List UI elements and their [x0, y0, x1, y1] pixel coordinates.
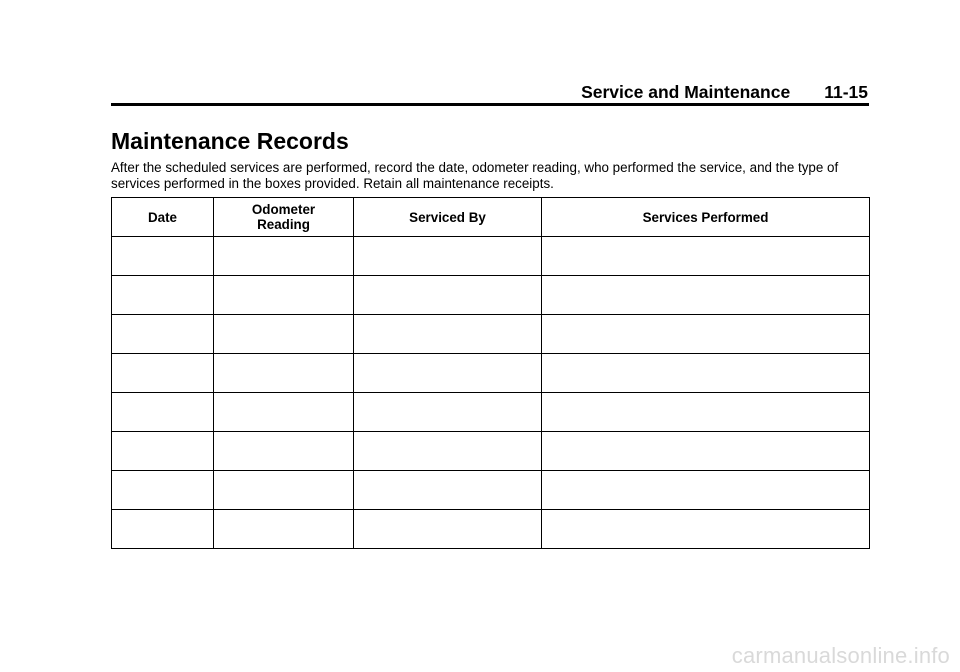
table-row	[112, 315, 870, 354]
serviced-by-cell	[354, 471, 542, 510]
column-header-date: Date	[112, 198, 214, 237]
serviced-by-cell	[354, 354, 542, 393]
page-number: 11-15	[824, 82, 868, 102]
header-rule	[111, 103, 869, 106]
odometer-cell	[214, 354, 354, 393]
serviced-by-cell	[354, 237, 542, 276]
date-cell	[112, 432, 214, 471]
odometer-cell	[214, 432, 354, 471]
serviced-by-cell	[354, 432, 542, 471]
services-performed-cell	[542, 315, 870, 354]
services-performed-cell	[542, 471, 870, 510]
maintenance-records-table	[111, 197, 870, 549]
table-header-row	[112, 198, 870, 237]
column-header-services-performed: Services Performed	[542, 198, 870, 237]
date-cell	[112, 276, 214, 315]
date-cell	[112, 237, 214, 276]
watermark-text: carmanualsonline.info	[731, 643, 950, 668]
serviced-by-cell	[354, 510, 542, 549]
services-performed-cell	[542, 432, 870, 471]
table-row	[112, 276, 870, 315]
serviced-by-cell	[354, 393, 542, 432]
services-performed-cell	[542, 510, 870, 549]
date-cell	[112, 471, 214, 510]
odometer-cell	[214, 315, 354, 354]
date-cell	[112, 393, 214, 432]
services-performed-cell	[542, 237, 870, 276]
services-performed-cell	[542, 276, 870, 315]
services-performed-cell	[542, 354, 870, 393]
table-row	[112, 432, 870, 471]
table-row	[112, 354, 870, 393]
table-row	[112, 510, 870, 549]
table-row	[112, 471, 870, 510]
column-header-serviced-by: Serviced By	[354, 198, 542, 237]
odometer-cell	[214, 510, 354, 549]
column-header-odometer-reading	[214, 198, 354, 237]
serviced-by-cell	[354, 276, 542, 315]
date-cell	[112, 510, 214, 549]
running-header	[111, 82, 868, 104]
odometer-cell	[214, 393, 354, 432]
table-row	[112, 237, 870, 276]
page-title: Maintenance Records	[111, 128, 349, 154]
odometer-cell	[214, 276, 354, 315]
odometer-header-line2: Reading	[257, 217, 310, 232]
odometer-cell	[214, 237, 354, 276]
intro-paragraph: After the scheduled services are performed, record the date, odometer reading, who performed the service, and the type of services performed in the boxes provided. Retain all maintenance receipts.	[111, 160, 839, 191]
section-title: Service and Maintenance	[581, 82, 791, 102]
serviced-by-cell	[354, 315, 542, 354]
date-cell	[112, 315, 214, 354]
services-performed-cell	[542, 393, 870, 432]
odometer-cell	[214, 471, 354, 510]
odometer-header-line1: Odometer	[251, 202, 316, 217]
date-cell	[112, 354, 214, 393]
table-row	[112, 393, 870, 432]
